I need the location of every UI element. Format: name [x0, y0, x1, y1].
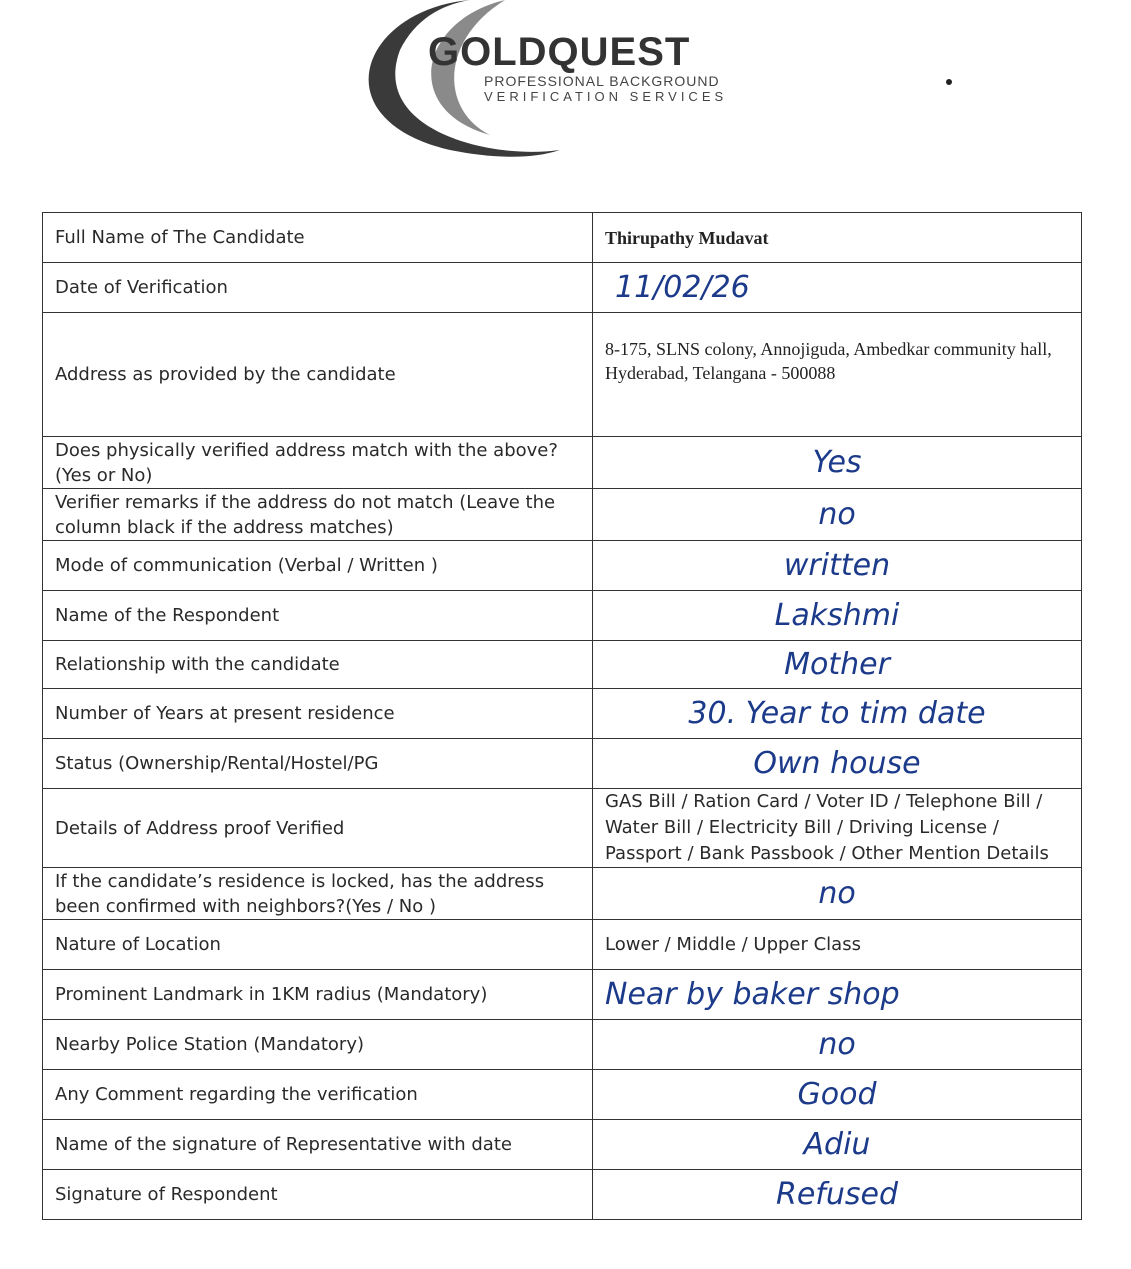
row-label: Does physically verified address match with the above? (Yes or No)	[43, 437, 593, 489]
logo-tagline-1: PROFESSIONAL BACKGROUND	[484, 73, 720, 89]
logo-tagline-2: VERIFICATION SERVICES	[484, 89, 728, 104]
logo-brand: GOLDQUEST	[428, 30, 691, 74]
table-row	[43, 641, 1082, 689]
row-label: Nature of Location	[43, 920, 593, 970]
verification-form-table	[42, 212, 1082, 1220]
table-row	[43, 437, 1082, 489]
row-label: Mode of communication (Verbal / Written )	[43, 541, 593, 591]
landmark: Near by baker shop	[605, 976, 900, 1012]
table-row	[43, 591, 1082, 641]
candidate-name-value	[593, 213, 1082, 263]
address-proof-options: GAS Bill / Ration Card / Voter ID / Telephone Bill / Water Bill / Electricity Bill / Driving License / Passport / Bank Passbook / Other Mention Details	[605, 791, 1049, 864]
table-row	[43, 1120, 1082, 1170]
row-label: Signature of Respondent	[43, 1170, 593, 1220]
verifier-remarks: no	[818, 496, 856, 532]
representative-signature: Adiu	[803, 1126, 871, 1162]
table-row	[43, 739, 1082, 789]
table-row	[43, 789, 1082, 868]
verification-comment: Good	[797, 1076, 877, 1112]
table-row	[43, 868, 1082, 920]
police-station: no	[818, 1026, 856, 1062]
stray-dot	[946, 79, 952, 85]
row-label: Nearby Police Station (Mandatory)	[43, 1020, 593, 1070]
row-label: Relationship with the candidate	[43, 641, 593, 689]
communication-mode: written	[783, 547, 891, 583]
candidate-address: 8-175, SLNS colony, Annojiguda, Ambedkar community hall, Hyderabad, Telangana - 500088	[605, 339, 1052, 383]
row-label: Number of Years at present residence	[43, 689, 593, 739]
neighbor-confirmation: no	[818, 875, 856, 911]
row-label: Status (Ownership/Rental/Hostel/PG	[43, 739, 593, 789]
verification-date: 11/02/26	[615, 269, 750, 305]
row-label: Verifier remarks if the address do not match (Leave the column black if the address matches)	[43, 489, 593, 541]
location-class-options: Lower / Middle / Upper Class	[605, 933, 861, 955]
address-match-answer: Yes	[812, 444, 862, 480]
respondent-signature: Refused	[775, 1176, 898, 1212]
row-label: Details of Address proof Verified	[43, 789, 593, 868]
table-row	[43, 920, 1082, 970]
respondent-name: Lakshmi	[774, 597, 900, 633]
table-row	[43, 213, 1082, 263]
years-at-residence: 30. Year to tim date	[688, 695, 986, 731]
table-row	[43, 970, 1082, 1020]
row-label: Any Comment regarding the verification	[43, 1070, 593, 1120]
table-row	[43, 1020, 1082, 1070]
table-row	[43, 541, 1082, 591]
row-label: If the candidate’s residence is locked, has the address been confirmed with neighbors?(Yes / No )	[43, 868, 593, 920]
row-label: Full Name of The Candidate	[43, 213, 593, 263]
table-row	[43, 263, 1082, 313]
table-row	[43, 689, 1082, 739]
goldquest-logo	[330, 0, 800, 170]
relationship: Mother	[784, 646, 890, 682]
table-row	[43, 313, 1082, 437]
row-label: Address as provided by the candidate	[43, 313, 593, 437]
table-row	[43, 489, 1082, 541]
row-label: Name of the signature of Representative with date	[43, 1120, 593, 1170]
candidate-name: Thirupathy Mudavat	[605, 227, 769, 248]
residence-status: Own house	[753, 745, 921, 781]
table-row	[43, 1070, 1082, 1120]
row-label: Prominent Landmark in 1KM radius (Mandatory)	[43, 970, 593, 1020]
row-label: Name of the Respondent	[43, 591, 593, 641]
table-row	[43, 1170, 1082, 1220]
row-label: Date of Verification	[43, 263, 593, 313]
